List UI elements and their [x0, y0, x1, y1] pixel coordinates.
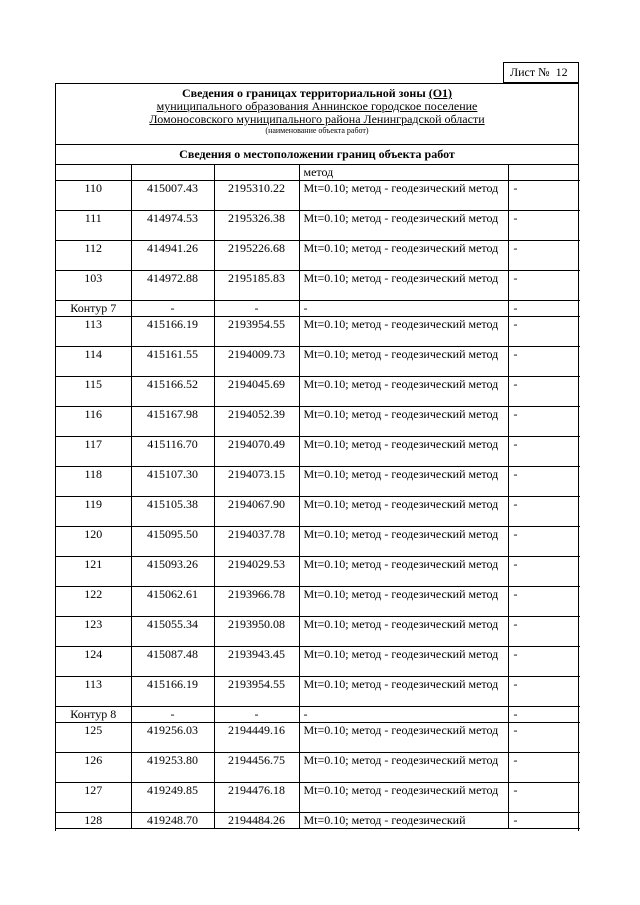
y-coordinate-cell: 2193966.78	[214, 587, 299, 617]
description-cell: -	[508, 587, 580, 617]
point-number-cell: 128	[56, 813, 131, 829]
y-coordinate-cell: 2194045.69	[214, 377, 299, 407]
description-cell: -	[508, 347, 580, 377]
point-number-cell: 123	[56, 617, 131, 647]
method-cell: Mt=0.10; метод - геодезический метод	[299, 617, 508, 647]
contour-row	[56, 301, 580, 317]
description-cell: -	[508, 497, 580, 527]
method-cell: -	[299, 707, 508, 723]
method-cell: Mt=0.10; метод - геодезический метод	[299, 271, 508, 301]
y-coordinate-cell: 2195185.83	[214, 271, 299, 301]
method-cell: Mt=0.10; метод - геодезический метод	[299, 211, 508, 241]
description-cell: -	[508, 617, 580, 647]
description-cell: -	[508, 783, 580, 813]
y-coordinate-cell: 2194009.73	[214, 347, 299, 377]
section-title: Сведения о местоположении границ объекта работ	[56, 145, 578, 165]
table-row	[56, 753, 580, 783]
description-cell: -	[508, 271, 580, 301]
y-coordinate-cell: 2193943.45	[214, 647, 299, 677]
description-cell: -	[508, 467, 580, 497]
sheet-label: Лист №	[510, 65, 550, 79]
y-coordinate-cell: 2195226.68	[214, 241, 299, 271]
method-cell: -	[299, 301, 508, 317]
x-coordinate-cell: 415116.70	[131, 437, 214, 467]
y-coordinate-cell: 2194456.75	[214, 753, 299, 783]
table-row	[56, 527, 580, 557]
method-cell: Mt=0.10; метод - геодезический метод	[299, 677, 508, 707]
point-number-cell: 125	[56, 723, 131, 753]
table-row	[56, 647, 580, 677]
x-coordinate-cell: 415105.38	[131, 497, 214, 527]
table-row	[56, 407, 580, 437]
table-row	[56, 211, 580, 241]
method-cell: Mt=0.10; метод - геодезический метод	[299, 587, 508, 617]
continuation-text: метод	[299, 165, 508, 181]
y-coordinate-cell: 2194029.53	[214, 557, 299, 587]
table-row	[56, 181, 580, 211]
description-cell: -	[508, 813, 580, 829]
table-row	[56, 783, 580, 813]
x-coordinate-cell: 415095.50	[131, 527, 214, 557]
method-cell: Mt=0.10; метод - геодезический метод	[299, 497, 508, 527]
point-number-cell: 117	[56, 437, 131, 467]
header-title-text: Сведения о границах территориальной зоны	[181, 86, 429, 100]
table-row	[56, 587, 580, 617]
sheet-number-box	[503, 62, 579, 83]
table-row	[56, 467, 580, 497]
y-coordinate-cell: 2194449.16	[214, 723, 299, 753]
table-row	[56, 617, 580, 647]
document-frame	[55, 83, 579, 831]
x-coordinate-cell: 415161.55	[131, 347, 214, 377]
method-cell: Mt=0.10; метод - геодезический метод	[299, 557, 508, 587]
header-municipality: муниципального образования Аннинское городское поселение	[156, 99, 478, 113]
x-coordinate-cell: 415093.26	[131, 557, 214, 587]
y-coordinate-cell: 2194484.26	[214, 813, 299, 829]
y-coordinate-cell: 2194070.49	[214, 437, 299, 467]
header-zone-code: (О1)	[428, 86, 453, 100]
y-coordinate-cell: 2194073.15	[214, 467, 299, 497]
x-coordinate-cell: 415167.98	[131, 407, 214, 437]
table-row	[56, 723, 580, 753]
description-cell: -	[508, 181, 580, 211]
x-coordinate-cell: 414972.88	[131, 271, 214, 301]
method-cell: Mt=0.10; метод - геодезический метод	[299, 347, 508, 377]
description-cell: -	[508, 677, 580, 707]
method-cell: Mt=0.10; метод - геодезический метод	[299, 181, 508, 211]
x-coordinate-cell: 415007.43	[131, 181, 214, 211]
x-coordinate-cell: 415087.48	[131, 647, 214, 677]
y-coordinate-cell: 2195326.38	[214, 211, 299, 241]
method-cell: Mt=0.10; метод - геодезический метод	[299, 647, 508, 677]
point-number-cell: 115	[56, 377, 131, 407]
header-district: Ломоносовского муниципального района Ленинградской области	[149, 112, 485, 126]
description-cell: -	[508, 753, 580, 783]
point-number-cell: 122	[56, 587, 131, 617]
x-coordinate-cell: 419253.80	[131, 753, 214, 783]
table-row	[56, 437, 580, 467]
point-number-cell: 126	[56, 753, 131, 783]
contour-row	[56, 707, 580, 723]
point-number-cell: 119	[56, 497, 131, 527]
x-coordinate-cell: 419256.03	[131, 723, 214, 753]
point-number-cell: 110	[56, 181, 131, 211]
x-coordinate-cell: 415055.34	[131, 617, 214, 647]
method-cell: Mt=0.10; метод - геодезический метод	[299, 377, 508, 407]
x-coordinate-cell: 419248.70	[131, 813, 214, 829]
point-number-cell: 113	[56, 317, 131, 347]
point-number-cell: 111	[56, 211, 131, 241]
table-row	[56, 557, 580, 587]
table-row	[56, 497, 580, 527]
method-cell: Mt=0.10; метод - геодезический метод	[299, 241, 508, 271]
table-row	[56, 271, 580, 301]
y-coordinate-cell: 2193954.55	[214, 677, 299, 707]
table-row	[56, 813, 580, 829]
method-cell: Mt=0.10; метод - геодезический метод	[299, 783, 508, 813]
description-cell: -	[508, 557, 580, 587]
description-cell: -	[508, 647, 580, 677]
method-cell: Mt=0.10; метод - геодезический	[299, 813, 508, 829]
x-coordinate-cell: 419249.85	[131, 783, 214, 813]
point-number-cell: Контур 7	[56, 301, 131, 317]
description-cell: -	[508, 437, 580, 467]
coordinates-table	[56, 165, 580, 829]
table-row	[56, 347, 580, 377]
point-number-cell: 121	[56, 557, 131, 587]
continuation-row	[56, 165, 580, 181]
x-coordinate-cell: -	[131, 707, 214, 723]
method-cell: Mt=0.10; метод - геодезический метод	[299, 437, 508, 467]
x-coordinate-cell: 415166.19	[131, 677, 214, 707]
y-coordinate-cell: 2194052.39	[214, 407, 299, 437]
table-row	[56, 377, 580, 407]
y-coordinate-cell: 2195310.22	[214, 181, 299, 211]
method-cell: Mt=0.10; метод - геодезический метод	[299, 467, 508, 497]
description-cell: -	[508, 527, 580, 557]
method-cell: Mt=0.10; метод - геодезический метод	[299, 527, 508, 557]
x-coordinate-cell: 415166.52	[131, 377, 214, 407]
x-coordinate-cell: 415166.19	[131, 317, 214, 347]
x-coordinate-cell: 414974.53	[131, 211, 214, 241]
y-coordinate-cell: -	[214, 301, 299, 317]
point-number-cell: 116	[56, 407, 131, 437]
description-cell: -	[508, 241, 580, 271]
point-number-cell: 120	[56, 527, 131, 557]
description-cell: -	[508, 377, 580, 407]
x-coordinate-cell: 414941.26	[131, 241, 214, 271]
point-number-cell: 124	[56, 647, 131, 677]
table-row	[56, 677, 580, 707]
y-coordinate-cell: 2194067.90	[214, 497, 299, 527]
header-note: (наименование объекта работ)	[265, 126, 369, 135]
y-coordinate-cell: 2193950.08	[214, 617, 299, 647]
x-coordinate-cell: 415107.30	[131, 467, 214, 497]
description-cell: -	[508, 211, 580, 241]
description-cell: -	[508, 407, 580, 437]
point-number-cell: 118	[56, 467, 131, 497]
y-coordinate-cell: 2194476.18	[214, 783, 299, 813]
y-coordinate-cell: 2193954.55	[214, 317, 299, 347]
point-number-cell: 112	[56, 241, 131, 271]
point-number-cell: 114	[56, 347, 131, 377]
y-coordinate-cell: -	[214, 707, 299, 723]
x-coordinate-cell: 415062.61	[131, 587, 214, 617]
description-cell: -	[508, 707, 580, 723]
description-cell: -	[508, 317, 580, 347]
method-cell: Mt=0.10; метод - геодезический метод	[299, 317, 508, 347]
table-row	[56, 317, 580, 347]
point-number-cell: 127	[56, 783, 131, 813]
x-coordinate-cell: -	[131, 301, 214, 317]
header-line-2	[56, 113, 578, 126]
description-cell: -	[508, 723, 580, 753]
y-coordinate-cell: 2194037.78	[214, 527, 299, 557]
point-number-cell: 103	[56, 271, 131, 301]
method-cell: Mt=0.10; метод - геодезический метод	[299, 723, 508, 753]
method-cell: Mt=0.10; метод - геодезический метод	[299, 753, 508, 783]
document-header	[56, 84, 578, 145]
point-number-cell: Контур 8	[56, 707, 131, 723]
method-cell: Mt=0.10; метод - геодезический метод	[299, 407, 508, 437]
point-number-cell: 113	[56, 677, 131, 707]
header-title	[56, 84, 578, 100]
description-cell: -	[508, 301, 580, 317]
table-row	[56, 241, 580, 271]
sheet-number: 12	[555, 65, 568, 79]
